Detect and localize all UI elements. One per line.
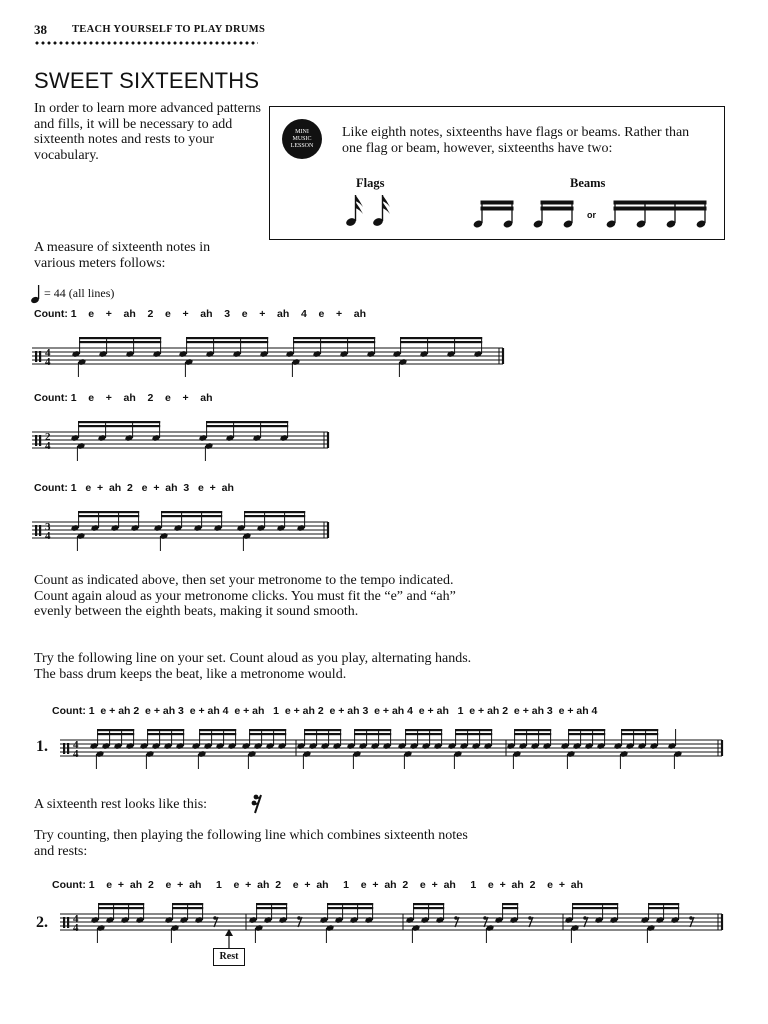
beam bbox=[502, 907, 518, 909]
sixteenth-rest bbox=[528, 916, 532, 920]
time-signature-top: 4 bbox=[73, 913, 79, 925]
exercise-2-number: 2. bbox=[36, 914, 48, 931]
percussion-clef bbox=[63, 917, 65, 928]
section-title: SWEET SIXTEENTHS bbox=[34, 68, 260, 93]
time-signature-bottom: 4 bbox=[73, 748, 79, 760]
combine-paragraph: Try counting, then playing the following line which combines sixteenth notes and rests: bbox=[34, 828, 468, 859]
time-signature-bottom: 4 bbox=[73, 922, 79, 934]
count-44: Count: 1 e + ah 2 e + ah 3 e + ah 4 e + ah bbox=[34, 308, 367, 320]
time-signature-bottom: 4 bbox=[45, 530, 51, 542]
time-signature-bottom: 4 bbox=[45, 356, 51, 368]
count-exercise-1: Count: 1 e + ah 2 e + ah 3 e + ah 4 e + ah 1 e + ah 2 e + ah 3 e + ah 4 e + ah 1 e + ah 2 e + ah 3 e + ah 4 bbox=[52, 705, 598, 717]
try-paragraph: Try the following line on your set. Count aloud as you play, alternating hands. The bass drum keeps the beat, like a metronome would. bbox=[34, 651, 472, 682]
time-signature-top: 3 bbox=[45, 521, 51, 533]
time-signature-top: 4 bbox=[73, 739, 79, 751]
count-exercise-2: Count: 1 e + ah 2 e + ah 1 e + ah 2 e + ah 1 e + ah 2 e + ah 1 e + ah 2 e + ah bbox=[52, 879, 584, 891]
time-signature-top: 4 bbox=[45, 347, 51, 359]
sixteenth-rest bbox=[213, 916, 217, 920]
sixteenth-rest bbox=[297, 916, 301, 920]
beam bbox=[572, 903, 618, 905]
mini-music-lesson-badge: MINI MUSIC LESSON bbox=[282, 119, 322, 159]
tempo-marking: = 44 (all lines) bbox=[44, 286, 115, 300]
time-signature-top: 2 bbox=[45, 431, 51, 443]
count-24: Count: 1 e + ah 2 e + ah bbox=[34, 392, 213, 404]
count-34: Count: 1 e + ah 2 e + ah 3 e + ah bbox=[34, 482, 234, 494]
exercise-1-number: 1. bbox=[36, 738, 48, 755]
sixteenth-rest bbox=[583, 916, 587, 920]
intro-paragraph: In order to learn more advanced patterns and fills, it will be necessary to add sixteenth notes and rests to your vocabulary. bbox=[34, 101, 262, 163]
or-label: or bbox=[587, 210, 596, 220]
metronome-paragraph: Count as indicated above, then set your metronome to the tempo indicated. Count again aloud as your metronome clicks. You must fit the “e” and “ah” evenly between the eighth beats, making it sound smooth. bbox=[34, 573, 456, 619]
sixteenth-rest bbox=[689, 916, 693, 920]
beam bbox=[502, 903, 518, 905]
running-title: TEACH YOURSELF TO PLAY DRUMS bbox=[72, 24, 266, 35]
flags-label: Flags bbox=[356, 176, 385, 190]
rest-callout-label: Rest bbox=[213, 948, 245, 966]
beam bbox=[98, 907, 144, 909]
mini-lesson-text: Like eighth notes, sixteenths have flags or beams. Rather than one flag or beam, however, sixteenths have two: bbox=[342, 125, 690, 156]
beam bbox=[327, 903, 373, 905]
sixteenth-rest bbox=[483, 916, 487, 920]
beam bbox=[98, 903, 144, 905]
beam bbox=[572, 907, 618, 909]
rest-text: A sixteenth rest looks like this: bbox=[34, 797, 208, 812]
beams-label: Beams bbox=[570, 176, 606, 190]
page-number: 38 bbox=[34, 22, 47, 37]
time-signature-bottom: 4 bbox=[45, 440, 51, 452]
sixteenth-rest bbox=[454, 916, 458, 920]
percussion-clef bbox=[67, 917, 69, 928]
beam bbox=[327, 907, 373, 909]
measure-intro-text: A measure of sixteenth notes in various meters follows: bbox=[34, 240, 211, 271]
